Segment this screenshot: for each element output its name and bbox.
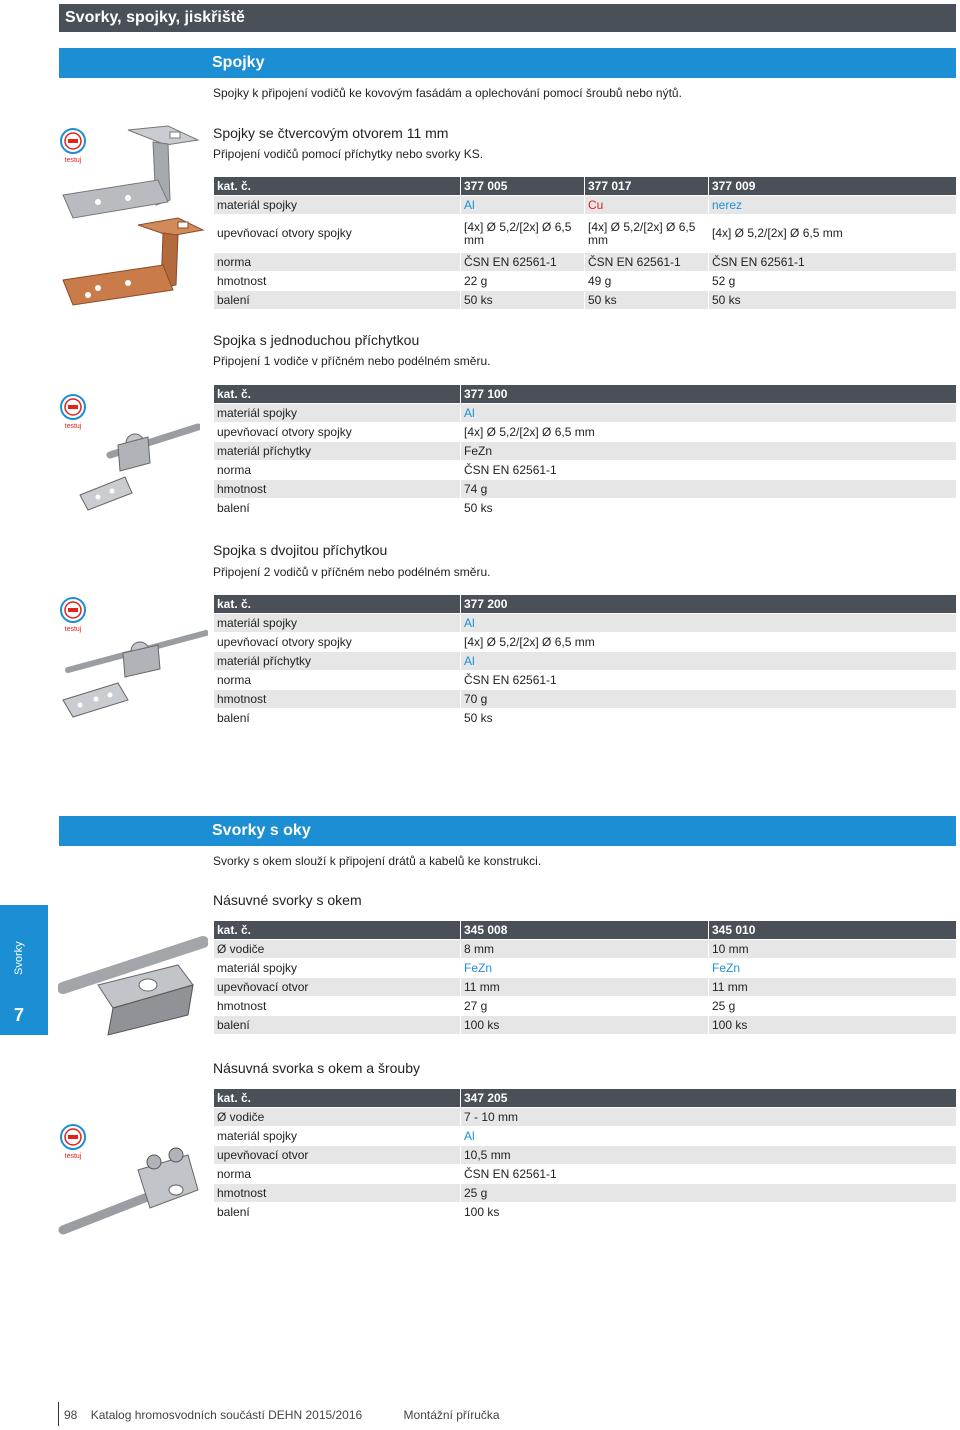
- table-cell: Al: [461, 1127, 957, 1146]
- table-cell: 50 ks: [461, 291, 585, 310]
- table-cell: 100 ks: [461, 1016, 709, 1035]
- table-cell: 52 g: [709, 272, 957, 291]
- table-cell: 377 100: [461, 385, 957, 404]
- table-cell: materiál příchytky: [214, 442, 461, 461]
- table-cell: 345 008: [461, 921, 709, 940]
- table-cell: upevňovací otvory spojky: [214, 215, 461, 253]
- table-cell: 347 205: [461, 1089, 957, 1108]
- table-cell: norma: [214, 461, 461, 480]
- section-header-oky: Svorky s oky: [59, 816, 956, 846]
- table-cell: ČSN EN 62561-1: [461, 1165, 957, 1184]
- section-intro-oky: Svorky s okem slouží k připojení drátů a kabelů ke konstrukci.: [213, 854, 542, 868]
- table-header-row: [214, 177, 957, 196]
- table-cell: 377 200: [461, 595, 957, 614]
- table-row: [214, 1165, 957, 1184]
- table-cell: 27 g: [461, 997, 709, 1016]
- badge-text: testuj: [64, 423, 82, 430]
- table-row: [214, 978, 957, 997]
- table-cell: 50 ks: [461, 709, 957, 728]
- guide-title: Montážní příručka: [403, 1408, 500, 1422]
- table-cell: upevňovací otvor: [214, 1146, 461, 1165]
- table-cell: materiál spojky: [214, 1127, 461, 1146]
- table-cell: 11 mm: [461, 978, 709, 997]
- table-row: [214, 480, 957, 499]
- table-cell: ČSN EN 62561-1: [585, 253, 709, 272]
- table-row: [214, 215, 957, 253]
- table-cell: [4x] Ø 5,2/[2x] Ø 6,5 mm: [585, 215, 709, 253]
- badge-text: testuj: [64, 157, 82, 164]
- table-cell: Al: [461, 404, 957, 423]
- table-row: [214, 1108, 957, 1127]
- table-cell: 10 mm: [709, 940, 957, 959]
- table-row: [214, 291, 957, 310]
- table-row: [214, 940, 957, 959]
- table-cell: hmotnost: [214, 480, 461, 499]
- table-row: [214, 253, 957, 272]
- table-row: [214, 614, 957, 633]
- table-row: [214, 1016, 957, 1035]
- table-cell: [4x] Ø 5,2/[2x] Ø 6,5 mm: [461, 423, 957, 442]
- table-cell: 22 g: [461, 272, 585, 291]
- table-header-row: [214, 1089, 957, 1108]
- product-title-sroub: Násuvná svorka s okem a šrouby: [213, 1060, 420, 1076]
- table-cell: Al: [461, 652, 957, 671]
- table-cell: ČSN EN 62561-1: [461, 671, 957, 690]
- table-cell: kat. č.: [214, 177, 461, 196]
- table-cell: materiál spojky: [214, 959, 461, 978]
- table-row: [214, 461, 957, 480]
- table-cell: 74 g: [461, 480, 957, 499]
- table-cell: balení: [214, 291, 461, 310]
- table-row: [214, 1127, 957, 1146]
- table-cell: 345 010: [709, 921, 957, 940]
- badge-text: testuj: [64, 1153, 82, 1160]
- table-cell: materiál spojky: [214, 614, 461, 633]
- table-cell: 50 ks: [585, 291, 709, 310]
- product-desc-single: Připojení 1 vodiče v příčném nebo podélném směru.: [213, 354, 491, 368]
- table-cell: Cu: [585, 196, 709, 215]
- table-cell: materiál spojky: [214, 404, 461, 423]
- table-cell: 377 005: [461, 177, 585, 196]
- table-cell: FeZn: [709, 959, 957, 978]
- table-cell: Al: [461, 614, 957, 633]
- table-cell: balení: [214, 1203, 461, 1222]
- table-cell: kat. č.: [214, 921, 461, 940]
- table-cell: 377 017: [585, 177, 709, 196]
- table-cell: 8 mm: [461, 940, 709, 959]
- table-cell: ČSN EN 62561-1: [461, 253, 585, 272]
- section-intro-spojky: Spojky k připojení vodičů ke kovovým fasádám a oplechování pomocí šroubů nebo nýtů.: [213, 86, 682, 100]
- table-cell: balení: [214, 1016, 461, 1035]
- table-row: [214, 997, 957, 1016]
- table-cell: 49 g: [585, 272, 709, 291]
- table-row: [214, 442, 957, 461]
- table-cell: 10,5 mm: [461, 1146, 957, 1165]
- table-cell: 70 g: [461, 690, 957, 709]
- table-cell: FeZn: [461, 442, 957, 461]
- table-cell: 377 009: [709, 177, 957, 196]
- table-cell: Ø vodiče: [214, 940, 461, 959]
- page-footer: [58, 1408, 500, 1422]
- table-cell: Al: [461, 196, 585, 215]
- table-row: [214, 690, 957, 709]
- table-cell: kat. č.: [214, 385, 461, 404]
- table-cell: upevňovací otvory spojky: [214, 423, 461, 442]
- table-cell: 25 g: [709, 997, 957, 1016]
- product-desc-square: Připojení vodičů pomocí příchytky nebo svorky KS.: [213, 147, 484, 161]
- table-cell: 11 mm: [709, 978, 957, 997]
- product-title-nasuvne: Násuvné svorky s okem: [213, 892, 362, 908]
- table-row: [214, 423, 957, 442]
- table-cell: hmotnost: [214, 997, 461, 1016]
- table-cell: upevňovací otvory spojky: [214, 633, 461, 652]
- table-row: [214, 196, 957, 215]
- product-title-double: Spojka s dvojitou příchytkou: [213, 542, 388, 558]
- table-row: [214, 633, 957, 652]
- table-cell: materiál příchytky: [214, 652, 461, 671]
- table-cell: 100 ks: [461, 1203, 957, 1222]
- spec-table-nasuvne: [213, 920, 957, 1035]
- table-cell: hmotnost: [214, 690, 461, 709]
- page-title: Svorky, spojky, jiskřiště: [59, 4, 956, 32]
- table-row: [214, 959, 957, 978]
- table-cell: balení: [214, 709, 461, 728]
- side-tab-number: 7: [14, 1005, 25, 1025]
- table-row: [214, 671, 957, 690]
- table-header-row: [214, 921, 957, 940]
- page-number: 98: [64, 1408, 78, 1422]
- table-cell: 25 g: [461, 1184, 957, 1203]
- spec-table-double: [213, 594, 957, 728]
- table-row: [214, 1146, 957, 1165]
- table-row: [214, 709, 957, 728]
- table-cell: 100 ks: [709, 1016, 957, 1035]
- table-cell: ČSN EN 62561-1: [461, 461, 957, 480]
- catalog-title: Katalog hromosvodních součástí DEHN 2015/2016: [90, 1408, 363, 1422]
- product-image-coupling-square: [58, 120, 208, 313]
- table-cell: ČSN EN 62561-1: [709, 253, 957, 272]
- table-header-row: [214, 385, 957, 404]
- table-cell: [4x] Ø 5,2/[2x] Ø 6,5 mm: [461, 215, 585, 253]
- table-cell: materiál spojky: [214, 196, 461, 215]
- product-image-coupling-double: [58, 625, 208, 723]
- spec-table-single: [213, 384, 957, 518]
- table-row: [214, 1184, 957, 1203]
- table-header-row: [214, 595, 957, 614]
- table-row: [214, 272, 957, 291]
- badge-text: testuj: [64, 626, 82, 633]
- product-image-coupling-single: [70, 415, 200, 518]
- product-title-single: Spojka s jednoduchou příchytkou: [213, 332, 420, 348]
- table-cell: FeZn: [461, 959, 709, 978]
- table-cell: kat. č.: [214, 595, 461, 614]
- table-cell: Ø vodiče: [214, 1108, 461, 1127]
- table-row: [214, 652, 957, 671]
- table-cell: norma: [214, 1165, 461, 1184]
- table-cell: [4x] Ø 5,2/[2x] Ø 6,5 mm: [461, 633, 957, 652]
- product-image-eye-clamp-screws: [58, 1130, 208, 1243]
- table-row: [214, 404, 957, 423]
- table-cell: upevňovací otvor: [214, 978, 461, 997]
- table-cell: [4x] Ø 5,2/[2x] Ø 6,5 mm: [709, 215, 957, 253]
- table-cell: norma: [214, 253, 461, 272]
- table-cell: kat. č.: [214, 1089, 461, 1108]
- product-desc-double: Připojení 2 vodičů v příčném nebo podélném směru.: [213, 565, 491, 579]
- section-header-spojky: Spojky: [59, 48, 956, 78]
- side-chapter-tab: [0, 905, 48, 1035]
- footer-divider: [58, 1402, 59, 1426]
- table-cell: nerez: [709, 196, 957, 215]
- table-cell: balení: [214, 499, 461, 518]
- spec-table-square: [213, 176, 957, 310]
- product-title-square: Spojky se čtvercovým otvorem 11 mm: [213, 125, 449, 141]
- table-cell: 7 - 10 mm: [461, 1108, 957, 1127]
- table-cell: 50 ks: [709, 291, 957, 310]
- table-row: [214, 1203, 957, 1222]
- table-cell: norma: [214, 671, 461, 690]
- table-cell: hmotnost: [214, 1184, 461, 1203]
- side-tab-label: Svorky: [13, 941, 25, 975]
- table-row: [214, 499, 957, 518]
- table-cell: 50 ks: [461, 499, 957, 518]
- table-cell: hmotnost: [214, 272, 461, 291]
- spec-table-sroub: [213, 1088, 957, 1222]
- product-image-eye-clamp: [58, 930, 208, 1043]
